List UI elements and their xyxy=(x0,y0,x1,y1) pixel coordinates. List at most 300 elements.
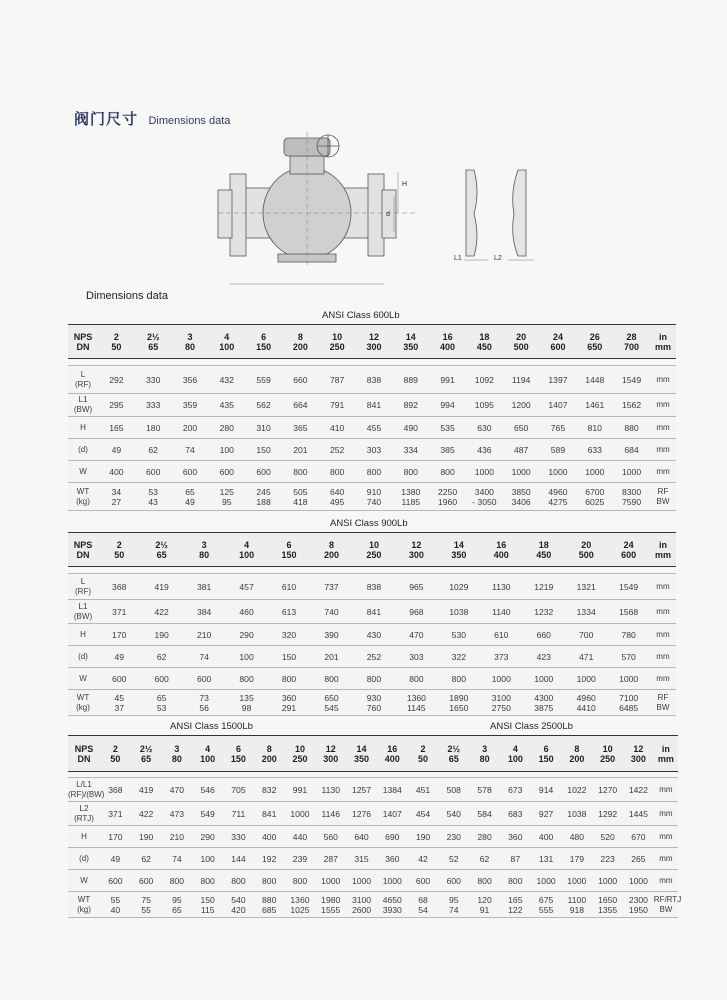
cell-line: WT xyxy=(76,486,90,496)
cell-line: 350 xyxy=(451,549,467,560)
header-size xyxy=(245,325,282,359)
cell-line: 1029 xyxy=(449,581,469,592)
cell-line: 131 xyxy=(538,853,554,864)
table-cell xyxy=(346,826,377,848)
cell-line: 6025 xyxy=(585,496,605,507)
header-size xyxy=(131,736,162,772)
cell-line: 700 xyxy=(579,629,594,640)
cell-line: 6700 xyxy=(585,486,605,497)
table-cell xyxy=(140,624,182,646)
cell-line: 1562 xyxy=(621,400,642,410)
table-cell xyxy=(319,417,356,439)
table-cell xyxy=(140,574,182,600)
table-cell xyxy=(98,366,135,394)
header-size xyxy=(500,736,531,772)
cell-line: 330 xyxy=(146,374,161,385)
table-cell xyxy=(162,778,193,802)
cell-line: 535 xyxy=(440,422,455,433)
table-cell xyxy=(438,848,469,870)
table-cell xyxy=(315,778,346,802)
header-size xyxy=(208,325,245,359)
header-nps-dn xyxy=(68,736,100,772)
row-unit xyxy=(650,646,676,668)
cell-line: 800 xyxy=(200,875,215,886)
table-cell xyxy=(565,646,607,668)
cell-line: 660 xyxy=(293,374,308,385)
row-unit xyxy=(654,870,678,892)
header-units xyxy=(654,736,678,772)
cell-line: 95 xyxy=(172,894,182,905)
cell-line: 200 xyxy=(182,422,198,433)
table-cell xyxy=(135,366,172,394)
table-cell xyxy=(592,892,623,918)
row-unit xyxy=(653,892,682,918)
table-cell xyxy=(561,892,592,918)
cell-line: 435 xyxy=(219,400,234,410)
header-size xyxy=(319,325,356,359)
row-unit xyxy=(650,417,676,439)
cell-line: 12 xyxy=(411,539,422,550)
cell-line: 690 xyxy=(385,831,400,842)
cell-line: 210 xyxy=(169,831,185,842)
cell-line: 1270 xyxy=(598,784,618,795)
cell-line: 16 xyxy=(442,331,453,342)
table-cell xyxy=(500,848,531,870)
cell-line: 3930 xyxy=(382,904,402,915)
table-cell xyxy=(392,366,429,394)
cell-line: 422 xyxy=(154,606,169,617)
cell-line: 300 xyxy=(630,753,646,764)
table-cell xyxy=(285,848,316,870)
table-cell xyxy=(223,826,254,848)
table-row xyxy=(68,624,676,646)
header-nps-dn xyxy=(68,325,98,359)
cell-line: 62 xyxy=(156,651,167,662)
table-cell xyxy=(135,417,172,439)
cell-line: 98 xyxy=(241,702,252,713)
table-cell xyxy=(408,892,439,918)
cell-line: 457 xyxy=(239,581,254,592)
row-label xyxy=(68,778,105,802)
table-cell xyxy=(98,439,135,461)
cell-line: 800 xyxy=(477,875,492,886)
cell-line: 100 xyxy=(219,444,234,455)
table-cell xyxy=(438,690,480,716)
cell-line: 1095 xyxy=(474,400,494,410)
dimensions-table-900lb xyxy=(68,532,676,716)
cell-line: 350 xyxy=(403,341,419,352)
table-cell xyxy=(480,668,522,690)
cell-line: 54 xyxy=(418,904,428,915)
cell-line: 880 xyxy=(262,894,277,905)
cell-line: 423 xyxy=(536,651,551,662)
cell-line: 28 xyxy=(626,331,637,342)
cell-line: 640 xyxy=(330,486,345,497)
cell-line: NPS xyxy=(73,539,93,550)
table-cell xyxy=(192,848,223,870)
cell-line: 454 xyxy=(415,808,431,819)
cell-line: 1960 xyxy=(438,496,458,507)
cell-line: 2300 xyxy=(628,894,648,905)
cell-line: 300 xyxy=(323,753,339,764)
table-cell xyxy=(131,870,162,892)
cell-line: 368 xyxy=(108,784,123,795)
table-row xyxy=(68,826,678,848)
cell-line: 74 xyxy=(449,904,459,915)
table-cell xyxy=(268,600,310,624)
cell-line: 1000 xyxy=(474,466,494,477)
cell-line: 4 xyxy=(205,743,211,754)
cell-line: 192 xyxy=(262,853,277,864)
header-size xyxy=(346,736,377,772)
table-cell xyxy=(268,646,310,668)
table-cell xyxy=(540,483,577,511)
row-unit xyxy=(650,439,676,461)
table-cell xyxy=(319,461,356,483)
header-size xyxy=(429,325,466,359)
cell-line: 1022 xyxy=(567,784,587,795)
cell-line: 600 xyxy=(219,466,234,477)
cell-line: 540 xyxy=(446,808,461,819)
cell-line: 914 xyxy=(538,784,554,795)
cell-line: 965 xyxy=(409,581,424,592)
header-size xyxy=(100,736,131,772)
cell-line: (RF) xyxy=(75,586,91,596)
table-cell xyxy=(310,690,352,716)
table-cell xyxy=(315,802,346,826)
table-cell xyxy=(135,483,172,511)
cell-line: 10 xyxy=(368,539,379,550)
cell-line: 1219 xyxy=(534,581,554,592)
cell-line: 841 xyxy=(366,400,382,410)
table-cell xyxy=(576,461,613,483)
table-cell xyxy=(429,417,466,439)
table-cell xyxy=(613,461,650,483)
table-cell xyxy=(282,366,319,394)
header-size xyxy=(395,533,437,567)
table-cell xyxy=(531,802,562,826)
cell-line: 800 xyxy=(366,673,382,684)
cell-line: 2½ xyxy=(146,331,160,342)
cell-line: 832 xyxy=(262,784,277,795)
cell-line: 26 xyxy=(589,331,600,342)
cell-line: 2½ xyxy=(155,539,168,550)
cell-line: 1549 xyxy=(621,374,642,385)
cell-line: 1000 xyxy=(511,466,531,477)
table-cell xyxy=(131,848,162,870)
cell-line: mm xyxy=(656,606,670,616)
cell-line: 1568 xyxy=(619,606,639,617)
header-size xyxy=(480,533,522,567)
cell-line: (kg) xyxy=(76,496,90,506)
table-cell xyxy=(408,870,439,892)
table-cell xyxy=(469,826,500,848)
cell-line: 400 xyxy=(384,753,400,764)
cell-line: 65 xyxy=(172,904,182,915)
cell-line: 180 xyxy=(146,422,161,433)
table-row xyxy=(68,690,676,716)
table-cell xyxy=(140,646,182,668)
cell-line: 508 xyxy=(446,784,461,795)
table-cell xyxy=(315,848,346,870)
table-cell xyxy=(131,892,162,918)
cell-line: 300 xyxy=(408,549,424,560)
drawing-label-l2: L2 xyxy=(494,255,502,262)
table-cell xyxy=(438,646,480,668)
cell-line: 1038 xyxy=(567,808,587,819)
cell-line: 471 xyxy=(579,651,594,662)
table-cell xyxy=(98,624,140,646)
cell-line: 800 xyxy=(403,466,418,477)
cell-line: 6 xyxy=(286,539,292,550)
table-cell xyxy=(98,461,135,483)
cell-line: 670 xyxy=(631,831,646,842)
cell-line: 765 xyxy=(550,422,566,433)
cell-line: 350 xyxy=(353,753,370,764)
table-cell xyxy=(225,574,267,600)
table-cell xyxy=(395,600,437,624)
header-size xyxy=(310,533,352,567)
header-size xyxy=(135,325,172,359)
cell-line: 562 xyxy=(256,400,271,410)
table-cell xyxy=(135,461,172,483)
row-label xyxy=(68,574,98,600)
table-cell xyxy=(377,826,408,848)
cell-line: 37 xyxy=(114,702,124,713)
cell-line: 40 xyxy=(110,904,121,915)
table-cell xyxy=(565,600,607,624)
table-cell xyxy=(523,574,565,600)
cell-line: 1092 xyxy=(474,374,494,385)
cell-line: 400 xyxy=(538,831,554,842)
row-label xyxy=(68,892,100,918)
cell-line: 250 xyxy=(292,753,308,764)
cell-line: 1038 xyxy=(449,606,469,617)
table-cell xyxy=(225,600,267,624)
row-label xyxy=(68,826,100,848)
cell-line: 600 xyxy=(182,466,198,477)
cell-line: 549 xyxy=(200,808,215,819)
table-cell xyxy=(576,417,613,439)
table-cell xyxy=(438,574,480,600)
cell-line: 487 xyxy=(513,444,529,455)
table-cell xyxy=(319,394,356,417)
table-cell xyxy=(100,802,131,826)
cell-line: 520 xyxy=(600,831,615,842)
cell-line: 356 xyxy=(182,374,198,385)
table-cell xyxy=(395,690,437,716)
table-cell xyxy=(192,892,223,918)
cell-line: BW xyxy=(656,496,670,506)
table-cell xyxy=(565,574,607,600)
cell-line: 540 xyxy=(231,894,246,905)
table-cell xyxy=(192,778,223,802)
cell-line: 1448 xyxy=(585,374,605,385)
cell-line: 3406 xyxy=(511,496,531,507)
table-cell xyxy=(377,848,408,870)
row-label xyxy=(68,668,98,690)
cell-line: 1397 xyxy=(548,374,568,385)
table-cell xyxy=(540,439,577,461)
table-cell xyxy=(315,892,346,918)
table-row xyxy=(68,417,676,439)
table-title-2500lb: ANSI Class 2500Lb xyxy=(490,721,573,732)
cell-line: 400 xyxy=(109,466,124,477)
cell-line: 1000 xyxy=(548,466,568,477)
table-cell xyxy=(254,802,285,826)
table-cell xyxy=(223,892,254,918)
table-cell xyxy=(225,646,267,668)
header-size xyxy=(613,325,650,359)
cell-line: 705 xyxy=(231,784,246,795)
cell-line: 18 xyxy=(479,331,490,342)
header-size xyxy=(377,736,408,772)
cell-line: 290 xyxy=(200,831,215,842)
cell-line: 190 xyxy=(138,831,154,842)
cell-line: 200 xyxy=(323,549,339,560)
row-label xyxy=(68,461,98,483)
header-size xyxy=(392,325,429,359)
cell-line: 360 xyxy=(385,853,400,864)
cell-line: 1355 xyxy=(598,904,618,915)
cell-line: BW xyxy=(659,904,673,914)
cell-line: 122 xyxy=(508,904,523,915)
cell-line: 265 xyxy=(631,853,646,864)
header-row xyxy=(68,736,678,772)
table-cell xyxy=(469,848,500,870)
table-cell xyxy=(172,394,209,417)
header-size xyxy=(561,736,592,772)
header-size xyxy=(268,533,310,567)
cell-line: 315 xyxy=(354,853,369,864)
cell-line: 420 xyxy=(231,904,246,915)
header-size xyxy=(162,736,193,772)
row-label xyxy=(68,439,98,461)
table-cell xyxy=(429,394,466,417)
table-cell xyxy=(98,690,140,716)
cell-line: 685 xyxy=(262,904,277,915)
cell-line: 810 xyxy=(587,422,602,433)
drawing-label-h: H xyxy=(402,181,408,188)
table-cell xyxy=(282,439,319,461)
table-cell xyxy=(183,646,225,668)
cell-line: 74 xyxy=(185,444,195,455)
cell-line: 55 xyxy=(141,904,151,915)
cell-line: 2½ xyxy=(447,743,461,754)
cell-line: 400 xyxy=(262,831,277,842)
cell-line: 2250 xyxy=(438,486,458,497)
table-cell xyxy=(561,778,592,802)
cell-line: 1407 xyxy=(382,808,402,819)
header-size xyxy=(466,325,503,359)
table-cell xyxy=(607,690,649,716)
header-nps-dn xyxy=(68,533,98,567)
cell-line: (BW) xyxy=(73,611,93,621)
cell-line: 400 xyxy=(440,341,456,352)
table-cell xyxy=(131,778,162,802)
cell-line: 252 xyxy=(330,444,345,455)
table-cell xyxy=(100,848,131,870)
cell-line: 18 xyxy=(538,539,549,550)
table-cell xyxy=(245,366,282,394)
cell-line: 1555 xyxy=(321,904,341,915)
cell-line: 800 xyxy=(281,673,297,684)
cell-line: 630 xyxy=(477,422,492,433)
header-units xyxy=(650,325,676,359)
table-cell xyxy=(438,668,480,690)
cell-line: 8 xyxy=(297,331,303,342)
header-size xyxy=(469,736,500,772)
table-cell xyxy=(192,826,223,848)
cell-line: 87 xyxy=(510,853,521,864)
cell-line: 600 xyxy=(196,673,212,684)
header-size xyxy=(282,325,319,359)
cell-line: 291 xyxy=(281,702,297,713)
cell-line: 800 xyxy=(324,673,339,684)
cell-line: 250 xyxy=(329,341,345,352)
table-cell xyxy=(613,439,650,461)
spacer-row xyxy=(68,359,676,366)
cell-line: 170 xyxy=(112,629,127,640)
cell-line: 3100 xyxy=(351,894,372,905)
subheading: Dimensions data xyxy=(86,290,168,302)
header-size xyxy=(576,325,613,359)
cell-line: 2 xyxy=(113,331,119,342)
cell-line: 100 xyxy=(239,651,254,662)
cell-line: 1000 xyxy=(534,673,554,684)
cell-line: 2 xyxy=(112,743,118,754)
cell-line: 223 xyxy=(600,853,615,864)
table-cell xyxy=(140,690,182,716)
cell-line: 73 xyxy=(199,692,209,703)
cell-line: 880 xyxy=(624,422,639,433)
header-size xyxy=(315,736,346,772)
row-label xyxy=(68,394,98,417)
cell-line: 190 xyxy=(415,831,431,842)
cell-line: 1000 xyxy=(382,875,402,886)
cell-line: 495 xyxy=(330,496,345,507)
cell-line: 14 xyxy=(405,331,416,342)
table-cell xyxy=(356,366,393,394)
cell-line: 80 xyxy=(199,549,210,560)
table-cell xyxy=(429,461,466,483)
cell-line: WT xyxy=(77,894,91,904)
table-cell xyxy=(466,417,503,439)
table-cell xyxy=(565,668,607,690)
cell-line: H xyxy=(80,629,86,639)
cell-line: mm xyxy=(656,374,670,384)
cell-line: 280 xyxy=(477,831,492,842)
cell-line: 16 xyxy=(496,539,507,550)
cell-line: 968 xyxy=(409,606,424,617)
row-unit xyxy=(650,483,676,511)
table-cell xyxy=(254,848,285,870)
cell-line: in xyxy=(658,331,667,342)
cell-line: 12 xyxy=(633,743,644,754)
cell-line: 1000 xyxy=(290,808,310,819)
cell-line: 700 xyxy=(624,341,640,352)
header-size xyxy=(192,736,223,772)
cell-line: mm xyxy=(656,629,670,639)
table-cell xyxy=(377,778,408,802)
cell-line: 49 xyxy=(114,651,124,662)
table-cell xyxy=(613,366,650,394)
cell-line: 150 xyxy=(281,651,297,662)
cell-line: 800 xyxy=(451,673,467,684)
cell-line: 600 xyxy=(108,875,123,886)
cell-line: 918 xyxy=(569,904,585,915)
table-cell xyxy=(523,646,565,668)
